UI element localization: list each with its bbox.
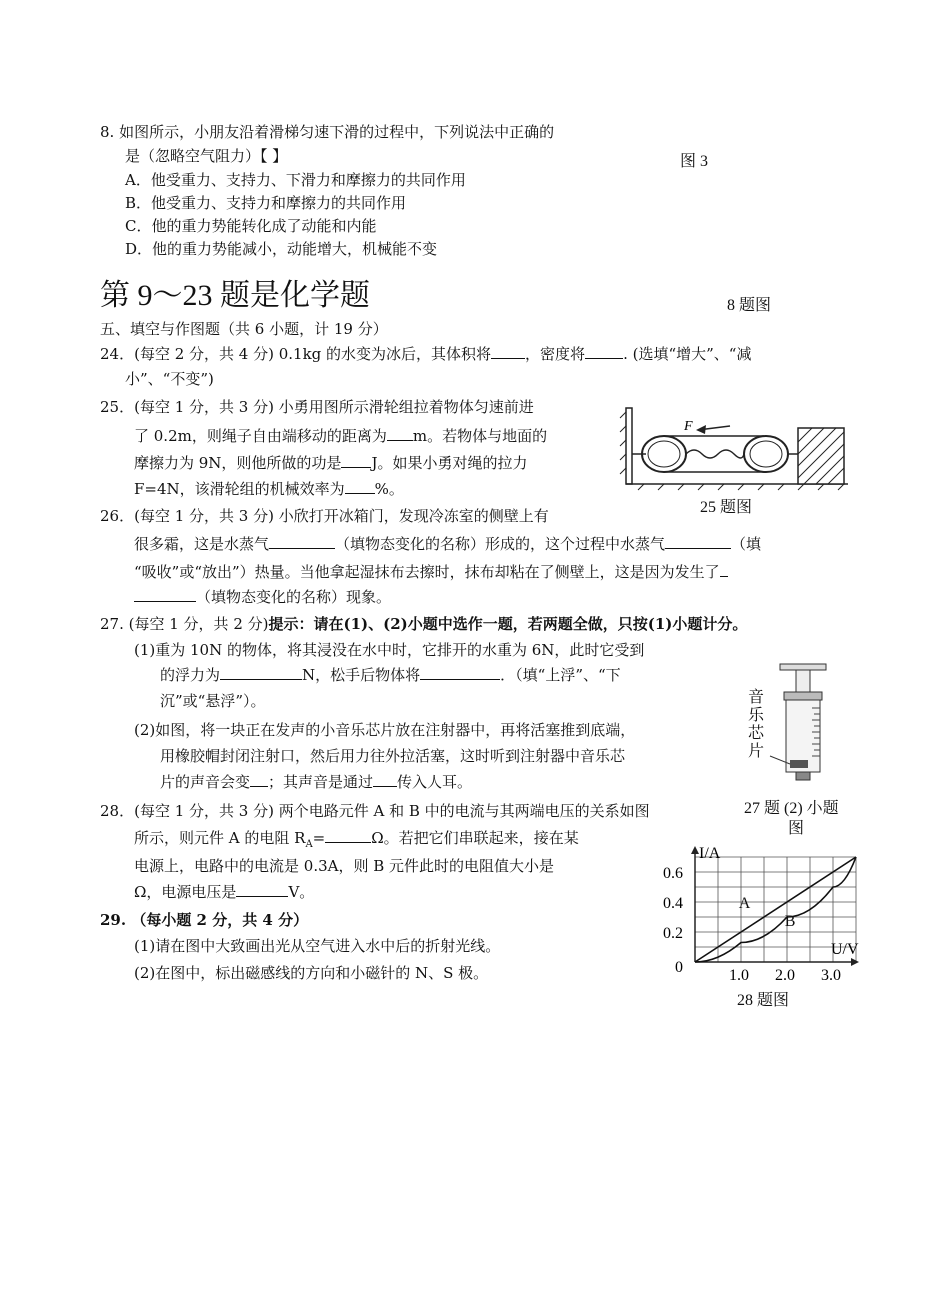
q27-figure-label: 音 乐 芯 片	[747, 687, 764, 760]
q25-line2: 了 0.2m，则绳子自由端移动的距离为 m。若物体与地面的	[134, 427, 548, 445]
pulley-figure	[618, 404, 850, 492]
q25-blank-efficiency[interactable]	[345, 479, 375, 494]
q25-blank-work[interactable]	[341, 453, 371, 468]
q28-blank-voltage[interactable]	[236, 882, 288, 897]
y-tick-label: 0.2	[663, 925, 683, 942]
q25-line3: 摩擦力为 9N，则他所做的功是 J。如果小勇对绳的拉力	[134, 454, 528, 472]
q8-option-c: C．他的重力势能转化成了动能和内能	[125, 217, 377, 235]
q28-line1: 28．(每空 1 分，共 3 分) 两个电路元件 A 和 B 中的电流与其两端电压的关系如图	[100, 802, 650, 820]
x-tick-label: 3.0	[821, 967, 841, 982]
q27-figure-caption-2: 图	[788, 820, 805, 837]
force-label: F	[684, 419, 693, 434]
q25-blank-distance[interactable]	[387, 426, 413, 441]
q26-blank-1[interactable]	[269, 534, 335, 549]
x-tick-label: 2.0	[775, 967, 795, 982]
q27-figure-caption-1: 27 题 (2) 小题	[744, 800, 839, 817]
q8-figure-label: 图 3	[680, 153, 709, 170]
q29-part2: (2)在图中，标出磁感线的方向和小磁针的 N、S 极。	[134, 964, 489, 982]
q28-line3: 电源上，电路中的电流是 0.3A，则 B 元件此时的电阻值大小是	[134, 857, 555, 875]
series-A-label: A	[738, 895, 751, 912]
x-axis-label: U/V	[831, 941, 859, 958]
y-axis-label: I/A	[699, 845, 721, 862]
q26-line4: （填物态变化的名称）现象。	[134, 586, 391, 608]
q28-figure-caption: 28 题图	[737, 992, 790, 1009]
q27-line1: 27. (每空 1 分，共 2 分)提示：请在(1)、(2)小题中选作一题，若两题全做，只按(1)小题计分。	[100, 615, 748, 633]
syringe-figure	[766, 660, 836, 790]
x-axis-arrow	[851, 958, 859, 966]
q27-blank-medium[interactable]	[373, 772, 397, 787]
q24-blank-volume[interactable]	[491, 344, 525, 359]
q27-blank-sound[interactable]	[250, 772, 268, 787]
q8-option-a: A．他受重力、支持力、下滑力和摩擦力的共同作用	[125, 171, 466, 189]
q29-heading: 29. （每小题 2 分，共 4 分）	[100, 911, 309, 929]
origin-label: 0	[675, 959, 683, 976]
q24-blank-density[interactable]	[585, 344, 623, 359]
q8-option-d: D．他的重力势能减小，动能增大，机械能不变	[125, 240, 438, 258]
q26-blank-2[interactable]	[665, 534, 731, 549]
q26-line3: “吸收”或“放出”）热量。当他拿起湿抹布去擦时，抹布却粘在了侧壁上，这是因为发生了	[134, 561, 728, 583]
y-axis-arrow	[691, 846, 699, 854]
q24-line1: 24．(每空 2 分，共 4 分) 0.1kg 的水变为冰后，其体积将 ，密度将 . (选填“增大”、“减	[100, 345, 752, 363]
q28-line4: Ω，电源电压是 V。	[134, 883, 315, 901]
q8-line1: 8. 如图所示，小朋友沿着滑梯匀速下滑的过程中，下列说法中正确的	[100, 123, 555, 141]
q27-p1-line3: 沉”或“悬浮”）。	[160, 692, 266, 710]
q27-p1-line1: (1)重为 10N 的物体，将其浸没在水中时，它排开的水重为 6N，此时它受到	[134, 641, 645, 659]
chemistry-heading: 第 9～23 题是化学题	[100, 279, 370, 312]
q25-line1: 25．(每空 1 分，共 3 分) 小勇用图所示滑轮组拉着物体匀速前进	[100, 398, 534, 416]
q26-line1: 26．(每空 1 分，共 3 分) 小欣打开冰箱门，发现冷冻室的侧壁上有	[100, 507, 549, 525]
q27-blank-buoyancy[interactable]	[220, 665, 302, 680]
q25-line4: F=4N，该滑轮组的机械效率为 %。	[134, 480, 404, 498]
q27-p1-line2: 的浮力为 N，松手后物体将 ．（填“上浮”、“下	[160, 666, 621, 684]
q8-figure-caption: 8 题图	[727, 297, 772, 314]
q28-blank-resistance-a[interactable]	[325, 828, 371, 843]
q8-line2: 是（忽略空气阻力）【 】	[125, 147, 288, 165]
x-tick-label: 1.0	[729, 967, 749, 982]
section-5-title: 五、填空与作图题（共 6 小题，计 19 分）	[100, 320, 388, 338]
y-tick-label: 0.6	[663, 865, 683, 882]
iu-chart	[655, 842, 865, 982]
q26-blank-3[interactable]	[134, 587, 196, 602]
y-tick-label: 0.4	[663, 895, 683, 912]
q28-line2: 所示，则元件 A 的电阻 $R_A= \Omega$。若把它们串联起来，接在某	[134, 829, 579, 850]
q29-part1: (1)请在图中大致画出光从空气进入水中后的折射光线。	[134, 937, 501, 955]
q26-blank-3a[interactable]	[720, 562, 728, 577]
q26-line2: 很多霜，这是水蒸气 （填物态变化的名称）形成的，这个过程中水蒸气 （填	[134, 535, 762, 553]
q27-p2-line3: 片的声音会变 ；其声音是通过 传入人耳。	[160, 773, 473, 791]
q8-option-b: B．他受重力、支持力和摩擦力的共同作用	[125, 194, 407, 212]
q27-p2-line1: (2)如图，将一块正在发声的小音乐芯片放在注射器中，再将活塞推到底端，	[134, 721, 636, 739]
q24-line2: 小”、“不变”)	[125, 370, 214, 388]
q27-p2-line2: 用橡胶帽封闭注射口，然后用力往外拉活塞，这时听到注射器中音乐芯	[160, 747, 626, 765]
series-B-label: B	[784, 913, 796, 930]
q25-figure-caption: 25 题图	[700, 499, 753, 516]
q27-blank-motion[interactable]	[420, 665, 500, 680]
